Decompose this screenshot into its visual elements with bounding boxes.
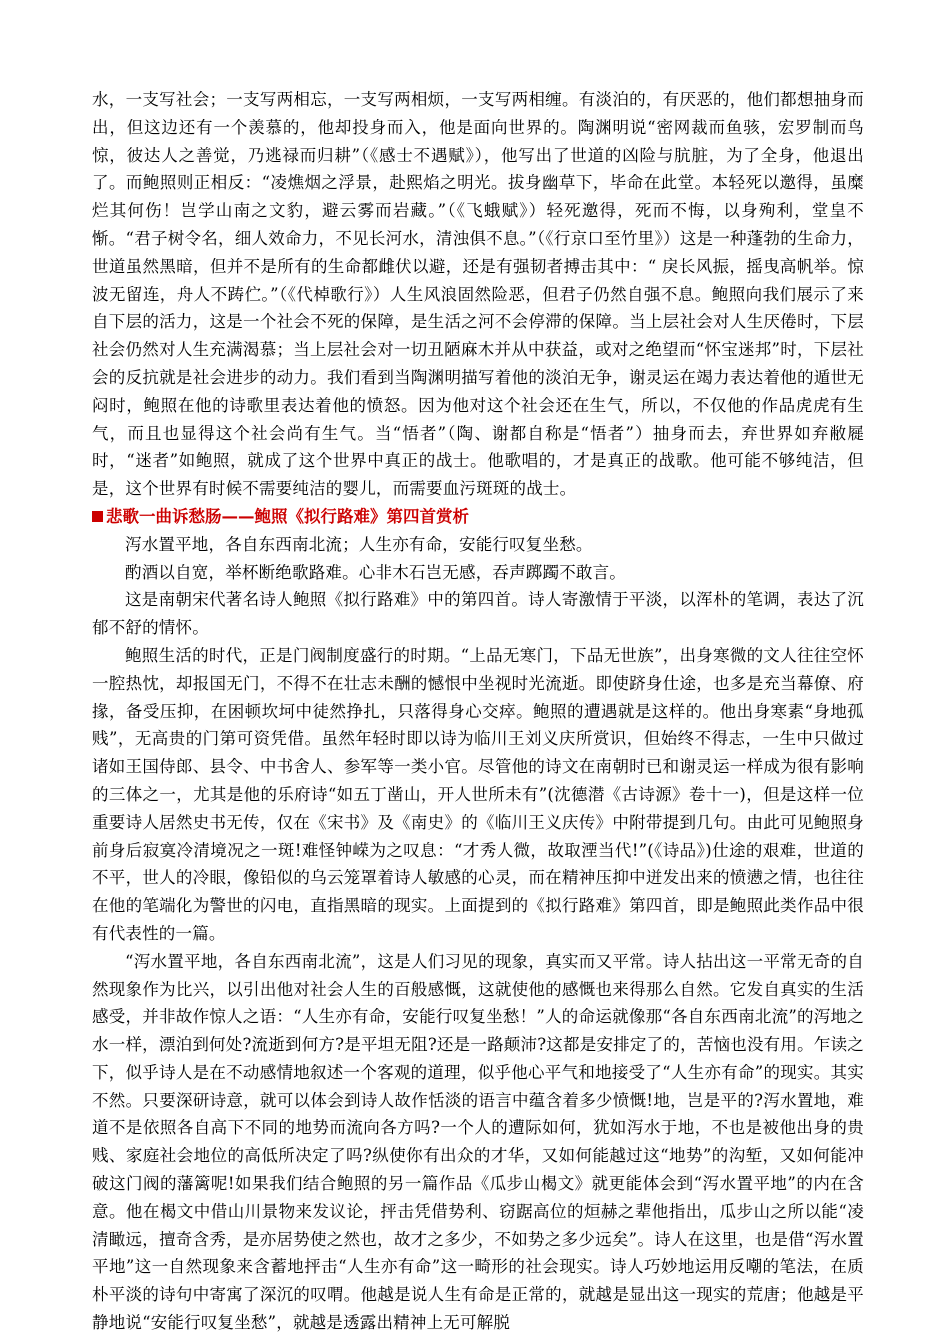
poem-line: 泻水置平地，各自东西南北流；人生亦有命，安能行叹复坐愁。 [125, 534, 593, 554]
square-bullet-icon [92, 511, 103, 522]
body-paragraph: 水，一支写社会；一支写两相忘，一支写两相烦，一支写两相缠。有淡泊的，有厌恶的，他们都想抽身而出，但这边还有一个羡慕的，他却投身而入，他是面向世界的。陶渊明说“密网裁而鱼骇，宏罗制而鸟惊，彼达人之善觉，乃逃禄而归耕”（《感士不遇赋》），他写出了世道的凶险与肮脏，为了全身，他退出了。而鲍照则正相反：“凌燋烟之浮景，赴熙焰之明光。拔身幽草下，毕命在此堂。本轻死以邀得，虽糜烂其何伤！岂学山南之文豹，避云雾而岩藏。”（《飞蛾赋》）轻死邀得，死而不悔，以身殉利，堂皇不惭。“君子树令名，细人效命力，不见长河水，清浊俱不息。”（《行京口至竹里》）这是一种蓬勃的生命力，世道虽然黑暗，但并不是所有的生命都雌伏以避，还是有强韧者搏击其中：“ 戾长风振，摇曳高帆举。惊波无留连，舟人不踌伫。”（《代棹歌行》）人生风浪固然险恶，但君子仍然自强不息。鲍照向我们展示了来自下层的活力，这是一个社会不死的保障，是生活之河不会停滞的保障。当上层社会对人生厌倦时，下层社会仍然对人生充满渴慕；当上层社会对一切丑陋麻木并从中获益，或对之绝望而“怀宝迷邦”时，下层社会的反抗就是社会进步的动力。我们看到当陶渊明描写着他的淡泊无争，谢灵运在竭力表达着他的遁世无闷时，鲍照在他的诗歌里表达着他的愤怒。因为他对这个社会还在生气，所以，不仅他的作品虎虎有生气，而且也显得这个社会尚有生气。当“悟者”（陶、谢都自称是“悟者”）抽身而去，弃世界如弃敝屣时，“迷者”如鲍照，就成了这个世界中真正的战士。他歌唱的，才是真正的战歌。他可能不够纯洁，但是，这个世界有时候不需要纯洁的婴儿，而需要血污斑斑的战士。 [92, 90, 864, 499]
section-heading [92, 503, 864, 531]
document-page [92, 86, 864, 1337]
body-paragraph: 鲍照生活的时代，正是门阀制度盛行的时期。“上品无寒门，下品无世族”，出身寒微的文人往往空怀一腔热忱，却报国无门，不得不在壮志未酬的憾恨中坐视时光流逝。即使跻身仕途，也多是充当幕僚、府掾，备受压抑，在困顿坎坷中徒然挣扎，只落得身心交瘁。鲍照的遭遇就是这样的。他出身寒素“身地孤贱”，无高贵的门第可资凭借。虽然年轻时即以诗为临川王刘义庆所赏识，但始终不得志，一生中只做过诸如王国侍郎、县令、中书舍人、参军等一类小官。尽管他的诗文在南朝时已和谢灵运一样成为很有影响的三体之一，尤其是他的乐府诗“如五丁凿山，开人世所未有”(沈德潜《古诗源》卷十一)，但是这样一位重要诗人居然史书无传，仅在《宋书》及《南史》的《临川王义庆传》中附带提到几句。由此可见鲍照身前身后寂寞冷清境况之一斑!难怪钟嵘为之叹息：“才秀人微，故取湮当代!”(《诗品》)仕途的艰难，世道的不平，世人的冷眼，像铅似的乌云笼罩着诗人敏感的心灵，而在精神压抑中迸发出来的愤懑之情，也往往在他的笔端化为警世的闪电，直指黑暗的现实。上面提到的《拟行路难》第四首，即是鲍照此类作品中很有代表性的一篇。 [92, 645, 864, 943]
section-heading-text: 悲歌一曲诉愁肠——鲍照《拟行路难》第四首赏析 [106, 506, 469, 526]
poem-line: 酌酒以自宽，举杯断绝歌路难。心非木石岂无感，吞声踯躅不敢言。 [125, 562, 626, 582]
body-paragraph: “泻水置平地，各自东西南北流”，这是人们习见的现象，真实而又平常。诗人拈出这一平常无奇的自然现象作为比兴，以引出他对社会人生的百般感慨，这就使他的感慨也来得那么自然。它发自真实的生活感受，并非故作惊人之语：“人生亦有命，安能行叹复坐愁！”人的命运就像那“各自东西南北流”的泻地之水一样，漂泊到何处?流逝到何方?是平坦无阻?还是一路颠沛?这都是安排定了的，苦恼也没有用。乍读之下，似乎诗人是在不动感情地叙述一个客观的道理，似乎他心平气和地接受了“人生亦有命”的现实。其实不然。只要深研诗意，就可以体会到诗人故作恬淡的语言中蕴含着多少愤慨!地，岂是平的?泻水置地，难道不是依照各自高下不同的地势而流向各方吗?一个人的遭际如何，犹如泻水于地，不也是被他出身的贵贱、家庭社会地位的高低所决定了吗?纵使你有出众的才华，又如何能越过这“地势”的沟堑，又如何能冲破这门阀的藩篱呢!如果我们结合鲍照的另一篇作品《瓜步山楬文》就更能体会到“泻水置平地”的内在含意。他在楬文中借山川景物来发议论，抨击凭借势利、窃踞高位的烜赫之辈他指出，瓜步山之所以能“凌清瞰远，擅奇含秀，是亦居势使之然也，故才之多少，不如势之多少远矣”。诗人在这里，也是借“泻水置平地”这一自然现象来含蓄地抨击“人生亦有命”这一畸形的社会现实。诗人巧妙地运用反嘲的笔法，在质朴平淡的诗句中寄寓了深沉的叹喟。他越是说人生有命是正常的，就越是显出这一现实的荒唐；他越是平静地说“安能行叹复坐愁”，就越是透露出精神上无可解脱 [92, 951, 864, 1333]
body-paragraph: 这是南朝宋代著名诗人鲍照《拟行路难》中的第四首。诗人寄激情于平淡，以浑朴的笔调，表达了沉郁不舒的情怀。 [92, 590, 864, 638]
